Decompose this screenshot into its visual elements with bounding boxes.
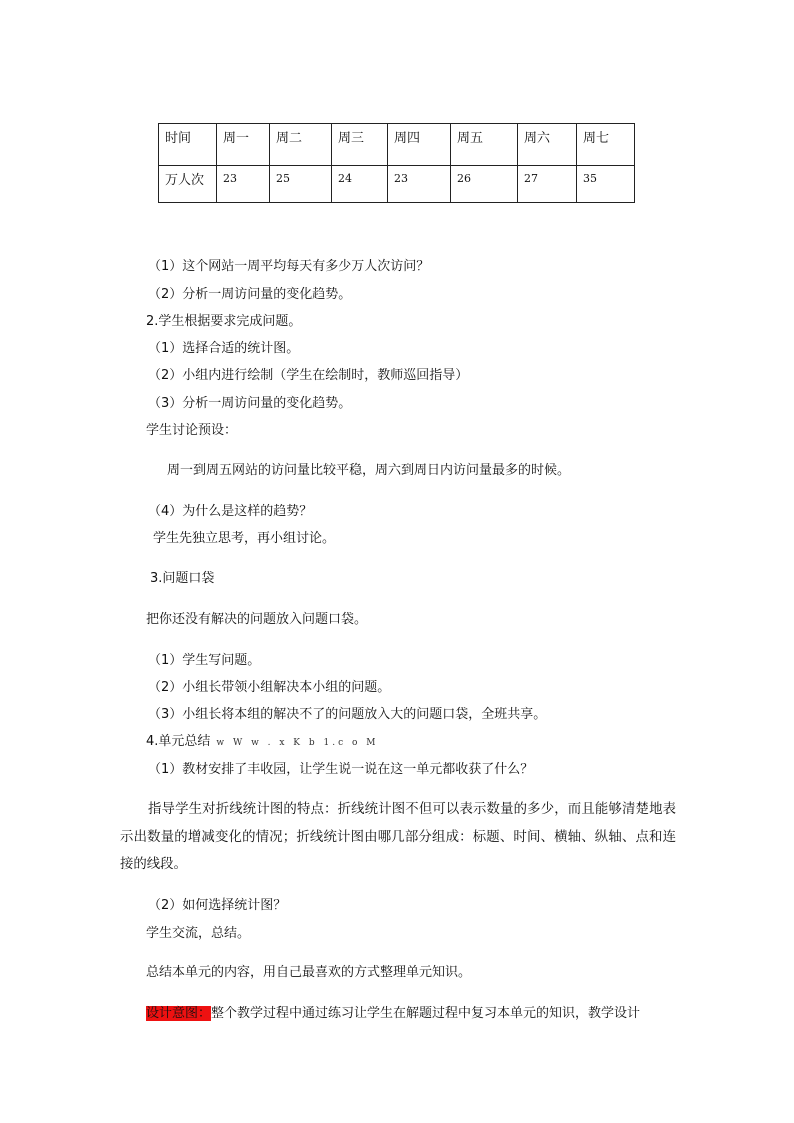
pocket-intro: 把你还没有解决的问题放入问题口袋。 — [146, 612, 368, 627]
table-cell-value: 25 — [270, 166, 332, 203]
table-day-header: 周三 — [332, 124, 388, 166]
table-cell-value: 24 — [332, 166, 388, 203]
design-intent-line — [146, 1006, 640, 1022]
step-2-item-4: （4）为什么是这样的趋势？ — [148, 504, 313, 519]
step-3-heading: 3.问题口袋 — [150, 571, 215, 586]
step-2-item-1: （1）选择合适的统计图。 — [148, 341, 300, 356]
step-2-heading: 2.学生根据要求完成问题。 — [146, 314, 302, 329]
table-row-label: 万人次 — [159, 166, 217, 203]
step-4-label: 4.单元总结 — [146, 734, 211, 749]
table-day-header: 周五 — [451, 124, 518, 166]
step-2-item-2: （2）小组内进行绘制（学生在绘制时，教师巡回指导） — [148, 368, 469, 383]
table-cell-value: 35 — [577, 166, 635, 203]
pocket-item-3: （3）小组长将本组的解决不了的问题放入大的问题口袋，全班共享。 — [148, 707, 547, 722]
table-cell-value: 23 — [217, 166, 270, 203]
weekly-visits-table — [158, 123, 635, 203]
summary-item-2-answer: 学生交流，总结。 — [146, 926, 251, 941]
table-day-header: 周四 — [388, 124, 451, 166]
table-cell-value: 23 — [388, 166, 451, 203]
design-intent-text: 整个教学过程中通过练习让学生在解题过程中复习本单元的知识，教学设计 — [211, 1006, 641, 1021]
question-1: （1）这个网站一周平均每天有多少万人次访问？ — [148, 259, 430, 274]
summary-text: 总结本单元的内容，用自己最喜欢的方式整理单元知识。 — [146, 965, 472, 980]
table-row — [159, 166, 635, 203]
guide-paragraph: 指导学生对折线统计图的特点：折线统计图不但可以表示数量的多少，而且能够清楚地表示出数量的增减变化的情况；折线统计图由哪几部分组成：标题、时间、横轴、纵轴、点和连接的线段。 — [120, 802, 676, 872]
summary-item-2: （2）如何选择统计图？ — [148, 898, 287, 913]
step-4-heading — [146, 734, 379, 751]
step-2-item-3: （3）分析一周访问量的变化趋势。 — [148, 396, 352, 411]
table-day-header: 周二 — [270, 124, 332, 166]
discussion-label: 学生讨论预设： — [146, 423, 238, 438]
table-cell-value: 26 — [451, 166, 518, 203]
table-cell-value: 27 — [518, 166, 577, 203]
question-2: （2）分析一周访问量的变化趋势。 — [148, 287, 352, 302]
discussion-text: 周一到周五网站的访问量比较平稳，周六到周日内访问量最多的时候。 — [167, 463, 571, 478]
table-day-header: 周六 — [518, 124, 577, 166]
table-header-label: 时间 — [159, 124, 217, 166]
table-day-header: 周七 — [577, 124, 635, 166]
design-intent-label: 设计意图： — [146, 1006, 212, 1021]
step-2-item-4-answer: 学生先独立思考，再小组讨论。 — [153, 531, 336, 546]
table-header-row — [159, 124, 635, 166]
pocket-item-2: （2）小组长带领小组解决本小组的问题。 — [148, 680, 391, 695]
table-day-header: 周一 — [217, 124, 270, 166]
pocket-item-1: （1）学生写问题。 — [148, 653, 261, 668]
watermark-text: w W w . x K b 1.c o M — [216, 738, 379, 748]
summary-item-1: （1）教材安排了丰收园，让学生说一说在这一单元都收获了什么？ — [148, 762, 534, 777]
